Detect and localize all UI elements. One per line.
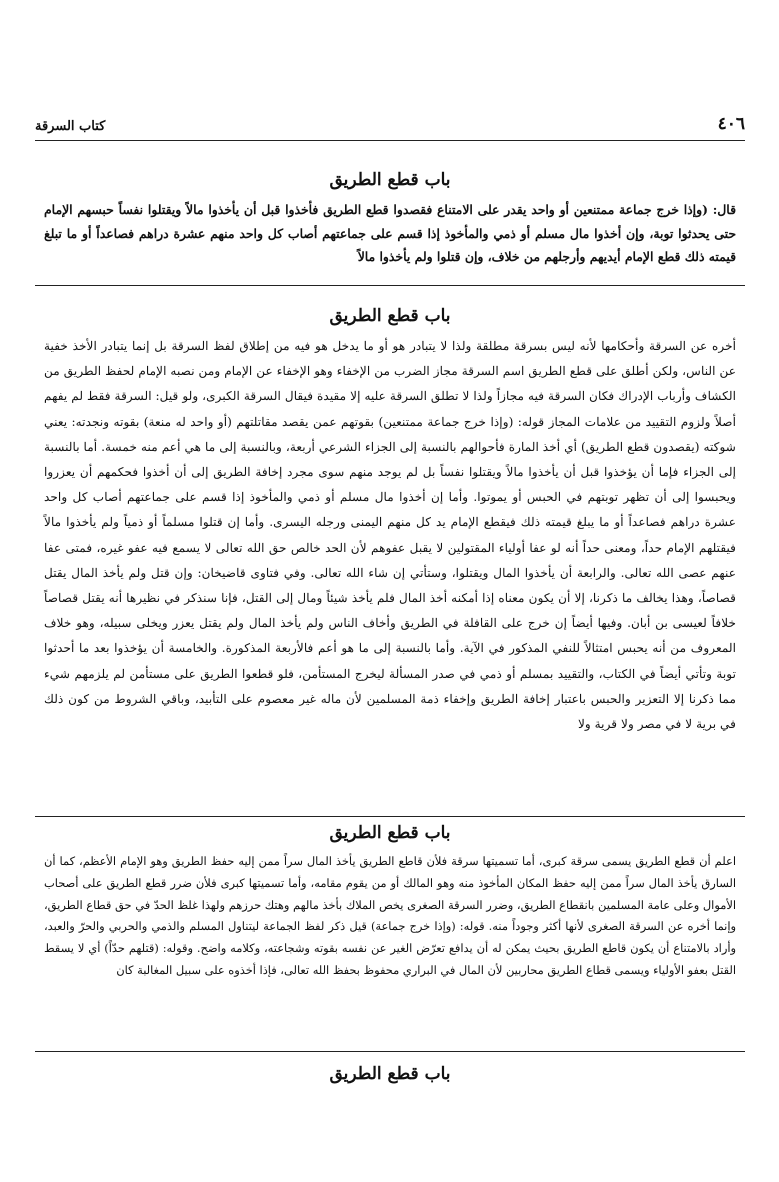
section-divider-2 (35, 816, 745, 817)
matn-title: باب قطع الطريق (329, 170, 451, 190)
section-divider-1 (35, 285, 745, 286)
commentary1-title: باب قطع الطريق (329, 306, 451, 326)
section-divider-3 (35, 1051, 745, 1052)
commentary1-section (44, 306, 736, 737)
footer-section-title: باب قطع الطريق (329, 1064, 451, 1084)
commentary2-section (44, 823, 736, 982)
footer-section (44, 1064, 736, 1084)
header-rule (35, 140, 745, 141)
page-header (35, 114, 745, 134)
commentary2-title: باب قطع الطريق (329, 823, 451, 843)
commentary2-text: اعلم أن قطع الطريق يسمى سرقة كبرى، أما تسميتها سرقة فلأن قاطع الطريق يأخذ المال سراً ممن إليه حفظ الطريق وهو الإمام الأعظم، كما أن السارق يأخذ المال سراً ممن إليه حفظ المكان المأخوذ منه وهو المالك أو من يقوم مقامه، وأما تسميتها كبرى فلأن ضرر قطع الطريق على أصحاب الأموال وعلى عامة المسلمين بانقطاع الطريق، وضرر السرقة الصغرى يخص الملاك بأخذ مالهم وهتك حرزهم ولهذا غلظ الحدّ في حق قطاع الطريق، وإنما أخره عن السرقة الصغرى لأنها أكثر وجوداً منه. قوله: (وإذا خرج جماعة) قيل ذكر لفظ الجماعة ليتناول المسلم والذمي والحربي والحرّ والعبد، وأراد بالامتناع أن يكون قاطع الطريق بحيث يمكن له أن يدافع تعرّض الغير عن نفسه بقوته وشجاعته، وكلامه واضح. وقوله: (قتلهم حدّاً) أي لا يسقط القتل بعفو الأولياء ويسمى قطاع الطريق محاربين لأن المال في البراري محفوظ بحفظ الله تعالى، فإذا أخذوه على سبيل المغالبة كان (44, 854, 736, 977)
commentary1-text: أخره عن السرقة وأحكامها لأنه ليس بسرقة مطلقة ولذا لا يتبادر هو أو ما يدخل هو فيه من إطلاق لفظ السرقة بل إنما يتبادر الأخذ خفية عن الناس، ولكن أطلق على قطع الطريق اسم السرقة مجاز الضرب من الإخفاء وهو الإخفاء عن الإمام ومن نصبه الإمام لحفظ الطريق من الكشاف وأرباب الإدراك فكان السرقة فيه مجازاً ولذا لا تطلق السرقة عليه إلا مقيدة فيقال السرقة الكبرى، ولو قيل: السرقة فقط لم يفهم أصلاً ولزوم التقييد من علامات المجاز قوله: (وإذا خرج جماعة ممتنعين) بقوتهم عمن يقصد مقاتلتهم (أو واحد له منعة) بقوته ونجدته: يعني شوكته (يقصدون قطع الطريق) أي أخذ المارة فأحوالهم بالنسبة إلى الجزاء الشرعي أربعة، وبالنسبة إلى ما هي أعم منه خمسة. أما بالنسبة إلى الجزاء فإما أن يؤخذوا قبل أن يأخذوا مالاً ويقتلوا نفساً بل لم يوجد منهم سوى مجرد إخافة الطريق إلى أن أخذوا فحكمهم أن يعزروا ويحبسوا إلى أن تظهر توبتهم في الحبس أو يموتوا. وأما إن أخذوا مال مسلم أو ذمي والمأخوذ إذا قسم على جماعتهم أصاب كل واحد عشرة دراهم فصاعداً أو ما يبلغ قيمته ذلك فيقطع الإمام يد كل منهم اليمنى ورجله اليسرى. وأما إن قتلوا مسلماً أو ذمياً ولم يأخذوا مالاً فيقتلهم الإمام حداً، ومعنى حداً أنه لو عفا أولياء المقتولين لا يقبل عفوهم لأن الحد خالص حق الله تعالى لا يسمع فيه عفو غيره، فمتى عفا عنهم عصى الله تعالى. والرابعة أن يأخذوا المال ويقتلوا، وستأتي إن شاء الله تعالى. وفي فتاوى قاضيخان: وإن قتل ولم يأخذ المال يقتل قصاصاً، وهذا يخالف ما ذكرنا، إلا أن يكون معناه إذا أمكنه أخذ المال فلم يأخذ شيئاً ومال إلى القتل، فإنا سنذكر في نظيرها أنه يقتل قصاصاً خلافاً لعيسى بن أبان. وفيها أيضاً إن خرج على القافلة في الطريق وأخاف الناس ولم يأخذ المال ولم يقتل يعزر ويخلى سبيله، وهو خلاف المعروف من أنه يحبس امتثالاً للنفي المذكور في الآية. وأما بالنسبة إلى ما هو أعم فالأربعة المذكورة. والخامسة أن يؤخذوا بعد ما أحدثوا توبة وتأتي أيضاً في الكتاب، والتقييد بمسلم أو ذمي في صدر المسألة ليخرج المستأمن، فلو قطعوا الطريق على مستأمن لم يلزمهم شيء مما ذكرنا إلا التعزير والحبس باعتبار إخافة الطريق وإخفاء ذمة المسلمين لأن ماله غير معصوم على التأبيد، وباقي الشروط من كون ذلك في برية لا في مصر ولا قرية ولا (44, 339, 736, 732)
matn-section (44, 170, 736, 269)
book-title: كتاب السرقة (35, 119, 106, 134)
matn-text: قال: (وإذا خرج جماعة ممتنعين أو واحد يقدر على الامتناع فقصدوا قطع الطريق فأخذوا قبل أن يأخذوا مالاً ويقتلوا نفساً حبسهم الإمام حتى يحدثوا توبة، وإن أخذوا مال مسلم أو ذمي والمأخوذ إذا قسم على جماعتهم أصاب كل واحد منهم عشرة دراهم فصاعداً أو ما تبلغ قيمته ذلك قطع الإمام أيديهم وأرجلهم من خلاف، وإن قتلوا ولم يأخذوا مالاً (44, 202, 736, 264)
page-number: ٤٠٦ (717, 114, 745, 134)
